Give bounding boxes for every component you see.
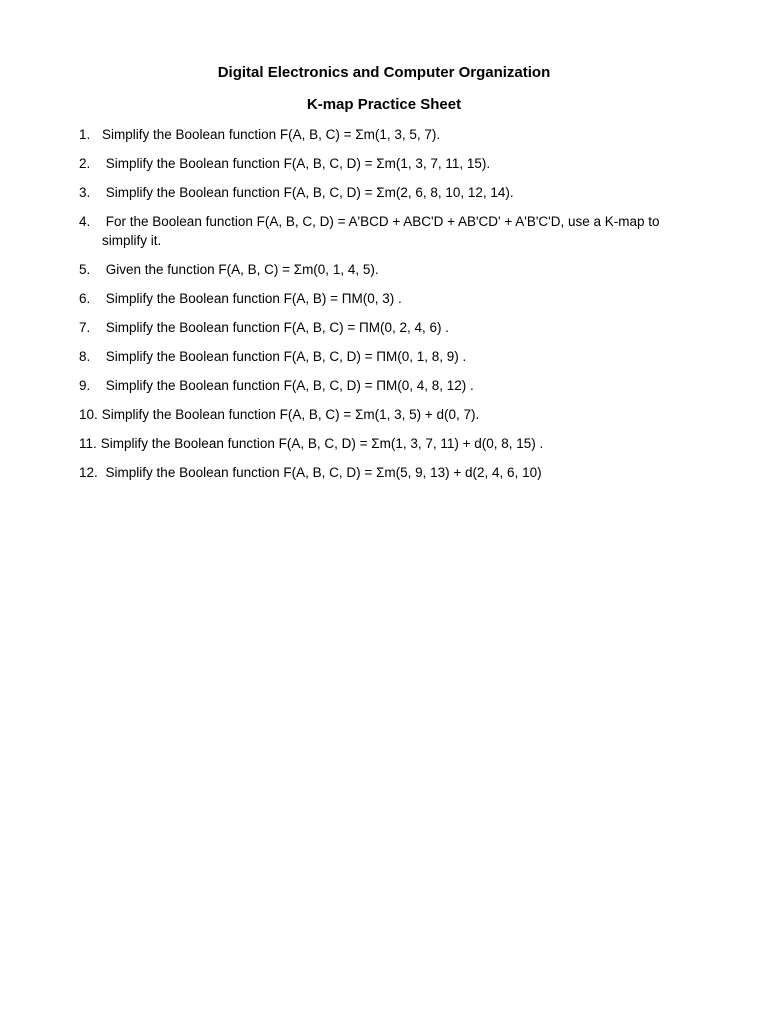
question-number: 1. [79, 127, 91, 142]
question-text: Simplify the Boolean function F(A, B, C, D) = Σm(1, 3, 7, 11, 15). [102, 156, 491, 171]
question-list [79, 125, 679, 492]
question-text: Simplify the Boolean function F(A, B, C) = Σm(1, 3, 5) + d(0, 7). [101, 407, 480, 422]
question-number: 12. [79, 465, 98, 480]
question-item [79, 347, 679, 366]
document-subtitle: K-map Practice Sheet [306, 96, 462, 113]
question-text: Simplify the Boolean function F(A, B) = ΠM(0, 3) . [102, 291, 402, 306]
question-number: 11. [79, 436, 97, 451]
question-text: Simplify the Boolean function F(A, B, C) = Σm(1, 3, 5, 7). [102, 127, 441, 142]
question-number: 4. [79, 214, 91, 229]
question-item [79, 154, 679, 173]
question-number: 5. [79, 262, 91, 277]
question-number: 3. [79, 185, 91, 200]
question-item [79, 183, 679, 202]
question-item [79, 376, 679, 395]
question-item [79, 318, 679, 337]
question-number: 10. [79, 407, 98, 422]
question-item [79, 463, 679, 482]
question-number: 6. [79, 291, 91, 306]
question-number: 9. [79, 378, 91, 393]
question-text: Simplify the Boolean function F(A, B, C, D) = Σm(5, 9, 13) + d(2, 4, 6, 10) [101, 465, 542, 480]
question-text: For the Boolean function F(A, B, C, D) = A'BCD + ABC'D + AB'CD' + A'B'C'D, use a K-map to simplify it. [102, 214, 664, 248]
question-text: Simplify the Boolean function F(A, B, C, D) = ΠM(0, 1, 8, 9) . [102, 349, 467, 364]
question-text: Simplify the Boolean function F(A, B, C, D) = ΠM(0, 4, 8, 12) . [102, 378, 474, 393]
question-item [79, 125, 679, 144]
question-item [79, 289, 679, 308]
question-item [79, 405, 679, 424]
question-item [79, 212, 679, 250]
question-item [79, 434, 679, 453]
question-text: Given the function F(A, B, C) = Σm(0, 1, 4, 5). [102, 262, 379, 277]
question-number: 7. [79, 320, 91, 335]
question-number: 8. [79, 349, 91, 364]
question-item [79, 260, 679, 279]
question-text: Simplify the Boolean function F(A, B, C, D) = Σm(1, 3, 7, 11) + d(0, 8, 15) . [100, 436, 544, 451]
question-text: Simplify the Boolean function F(A, B, C, D) = Σm(2, 6, 8, 10, 12, 14). [102, 185, 514, 200]
document-title: Digital Electronics and Computer Organization [217, 64, 551, 81]
question-number: 2. [79, 156, 91, 171]
question-text: Simplify the Boolean function F(A, B, C) = ΠM(0, 2, 4, 6) . [102, 320, 450, 335]
